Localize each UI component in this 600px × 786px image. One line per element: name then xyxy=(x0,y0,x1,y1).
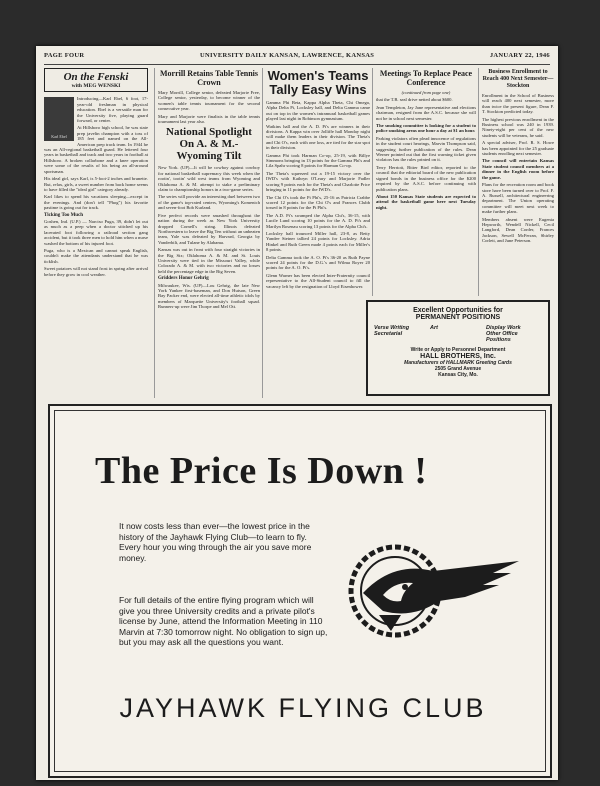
paragraph: At Hillsboro high school, he was state prep javelin champion with a toss of 185 feet and named on the All-American prep track team. In 1944 he was an All-regional basketball guard. He lettered four years in basketball and track and two years in football at Hillsboro. A broken collarbone and a knee operation were some of the results of his being an all-around sportsman. xyxy=(44,125,148,174)
paragraph: The A.D. Pi's swamped the Alpha Chi's, 36-15, with Lucile Lund scoring 10 points for the A. D. Pi's and Marilyn Rosenau scoring 13 points for the Alpha Chi's. xyxy=(266,212,370,229)
job-item: Verse Writing xyxy=(374,325,410,331)
paragraph: Watkins hall and the A. D. Pi's are winners in their divisions. A Kappa win over Jolliffe hall Monday night will make them leaders in their division. The Theta's and Chi O's, each with one loss, are tied for the star spot in their division. xyxy=(266,123,370,151)
paragraph: The smoking committee is looking for a student to police smoking areas one hour a day at $1 an hour. xyxy=(376,123,476,134)
paragraph: Puga, who is a Mexican and cannot speak English, couldn't make the attendants understand that he was ticklish. xyxy=(44,247,148,264)
column-5 xyxy=(478,68,554,296)
paragraph: His ideal girl, says Karl, is 5-foot-2 inches and brunette. But, relax, girls, a sweet number from back home seems to have filled the "ideal girl" category already. xyxy=(44,176,148,192)
job-item: Other Office Positions xyxy=(486,331,518,343)
ad-city: Kansas City, Mo. xyxy=(438,372,478,378)
job-item xyxy=(430,331,486,343)
paragraph: Jean Templeton, Jay Jane representative and elections chairman, resigned from the A.S.C. because she will not be in school next semester. xyxy=(376,104,476,121)
headline: Business Enrollment to Reach 400 Next Semester—Stockton xyxy=(482,69,554,89)
paragraph: Kansas was out in front with four straight victories in the Big Six; Oklahoma A. & M. and St. Louis University were tied in the Missouri Valley, while Colorado A. & M. with two victories and no losses held the percentage edge in the Big Seven. xyxy=(158,247,260,274)
ad-company: HALL BROTHERS, Inc. xyxy=(420,353,496,360)
paragraph: Milwaukee, Wis. (UP)—Lou Gehrig, the late New York Yankee first-baseman, and Don Hutson, Green Bay Packer end, were elected all-time athletic idols by members of Marquette University's football squad. Runners-up were Jim Thorpe and Mel Ott. xyxy=(158,282,260,310)
ad-headline: Excellent Opportunities for xyxy=(413,307,503,314)
column-header-box xyxy=(44,68,148,92)
headline: Meetings To Replace Peace Conference xyxy=(379,69,473,87)
issue-date: JANUARY 22, 1946 xyxy=(489,52,550,59)
ad-instruction: Write or Apply to Personnel Department xyxy=(410,347,506,353)
subheading: Gridders Honor Gehrig xyxy=(158,276,209,282)
paragraph: Gamma Phi took Harman Co-op, 25-19, with Billye Simmons bringing in 13 points for the Gamma Phi's and Lila Spahr scoring 8 points for Harman Co-op. xyxy=(266,152,370,169)
paragraph: Enrollment in the School of Business will reach 400 next semester, more than twice the present figure, Dean F. T. Stockton predicted today. xyxy=(482,93,554,115)
paragraph: New York. (UP)—It will be cowboy against cowboy for national basketball supremacy this week when the rootin', tootin' wild west teams from Wyoming and Oklahoma A. & M. attempt to stake a preliminary claim to championship honors in a two-game series. xyxy=(158,165,260,193)
job-list xyxy=(374,325,542,343)
paragraph: that the T.B. seal drive netted about $600. xyxy=(376,97,453,103)
paragraph: Goshen, Ind. (U.P.) — Narciso Puga, 39, didn't let out as much as a peep when a doctor stitched up his lacerated foot following a railroad section gang accident, but it took three men to hold him when a nurse washed the bottom of his injured foot. xyxy=(44,218,148,246)
column-byline: with MEG WENSKI xyxy=(71,83,121,89)
paragraph: Delta Gamma took the A. O. Pi's 36-20 as Ruth Payne scored 24 points for the D.G.'s and Wilma Royer 20 points for the A. O. Pi's. xyxy=(266,254,370,271)
subheading: Ticking Too Much xyxy=(44,212,84,218)
headline: Morrill Retains Table Tennis Crown xyxy=(159,69,259,87)
job-item: Display Work xyxy=(486,325,521,331)
column-1 xyxy=(44,68,148,398)
paragraph: Glenn Warner has been elected Inter-Fraternity council representative to the All-Student council to fill the vacancy left by the resignation of Lloyd Eisenhower. xyxy=(266,272,370,289)
headline: National Spotlight On A. & M.-Wyoming Tilt xyxy=(166,126,252,163)
paragraph: Sweet potatoes will not stand frost in spring after arrival before they grow in cool weather. xyxy=(44,266,148,277)
ad-frame xyxy=(54,410,546,772)
paragraph: Five perfect records were smashed throughout the nation during the week as New York University dropped Cornell's string. Illinois defeated Northwestern to leave the Big Ten without an unbeaten team, Yale was defeated by Harvard, Georgia by Vanderbilt, and Tulane by Alabama. xyxy=(158,212,260,245)
page-number: PAGE FOUR xyxy=(44,52,85,59)
paragraph: Terry Herriott, Bitter Bird editor, reported to the council that the editorial board of the new publication signed bonds in the business office for the $200 required by the A.S.C. before continuing with publication plans. xyxy=(376,164,476,192)
column-3 xyxy=(262,68,370,398)
paragraph: Parking violators often plead innocence of regulations in the student court hearings, Marvin Thompson said, suggesting further publication of the rules. Dean Werner pointed out that the first warning ticket given violators has the rules printed on it. xyxy=(376,135,476,163)
paragraph: A special adviser, Prof. R. S. Howe has been appointed for the 25 graduate students enrolling next semester. xyxy=(482,140,554,157)
paragraph: The series will provide an interesting duel between two of the game's top-rated centers, Wyoming's Komenich and seven-foot Bob Kurland. xyxy=(158,194,260,211)
photo-caption: Karl Ebel xyxy=(51,134,67,139)
paragraph: The Theta's squeezed out a 19-15 victory over the IWD's with Kathryn O'Leary and Marjorie Fadler scoring 9 points each for the Theta's and Charlotte Price bringing in 11 points for the IWD's. xyxy=(266,170,370,193)
portrait-photo xyxy=(44,97,74,141)
paragraph: Plans for the recreation room and book store have been turned over to Prof. F. A. Russell, architectural engineering department. The Union operating committee will meet next week to make further plans. xyxy=(482,182,554,215)
ad-paragraph: For full details of the entire flying program which will give you three University credits and a private pilot's license by June, attend the Information Meeting in 110 Marvin at 7:30 tomorrow night. No obligation to sign up, but you may ask all the questions you want. xyxy=(119,595,328,647)
paragraph: Members absent were Eugenia Hepworth, Wendell Nickell, Cecil Langford, Dean Corder, Frances Jackson, Sewell McFerran, Shirley Corlett, and June Peterson. xyxy=(482,216,554,244)
column-title: On the Fenski xyxy=(63,71,129,83)
paragraph: Karl likes to spend his vacations sleeping—except in the evenings. And (don't tell "Phog") his favorite pastime is going out for track. xyxy=(44,194,148,211)
newspaper-page xyxy=(36,46,558,780)
paragraph: About 150 Kansas State students are expected to attend the basketball game here next Tuesday night. xyxy=(376,193,476,210)
paragraph: Locksley hall trounced Miller hall, 23-8, as Betty Yandee Steiner tallied 24 points for Locksley. Adria Hinkel and Ruth Green made 4 points each for Miller's 8 points. xyxy=(266,230,370,253)
job-item: Secretarial xyxy=(374,331,403,337)
ad-tagline: Manufacturers of HALLMARK Greeting Cards xyxy=(404,360,512,366)
paragraph: Mary and Marjorie were finalists in the table tennis tournament last year also. xyxy=(158,113,260,125)
paragraph: The council will entertain Kansas State student council members at a dinner in the English room before the game. xyxy=(482,158,554,180)
paragraph: Mary Morrill, College senior, defeated Marjorie Free, College senior, yesterday, to become winner of the women's table tennis tournament for the second consecutive year. xyxy=(158,90,260,112)
ad-address: 2505 Grand Avenue xyxy=(434,366,482,372)
club-name: JAYHAWK FLYING CLUB xyxy=(119,693,487,723)
paragraph: Introducing—Karl Ebel, 6 foot, 17-year-old freshman in physical education. Ebel is a versatile man for the University five, playing guard forward, or center. xyxy=(77,96,148,124)
continued-note: (continued from page one) xyxy=(401,90,451,95)
ad-paragraph: It now costs less than ever—the lowest price in the history of the Jayhawk Flying Club—to learn to fly. Every hour you wing through the air you save more money. xyxy=(119,521,312,563)
hallmark-job-ad xyxy=(366,300,550,396)
paragraph: The highest previous enrollment in the Business school was 240 in 1939. Ninety-eight per cent of the new students will be veterans, he said. xyxy=(482,116,554,138)
paragraph: Gamma Phi Beta, Kappa Alpha Theta, Chi Omega, Alpha Delta Pi, Locksley hall, and Delta Gamma came out on top in the women's intramural basketball games played last night in Robinson gymnasium. xyxy=(266,100,370,122)
column-4 xyxy=(372,68,476,296)
flying-club-ad xyxy=(48,404,552,778)
ad-headline-2: PERMANENT POSITIONS xyxy=(415,314,501,321)
paragraph: The Chi O's took the Pi Phi's, 25-16 as Patricia Crabbe scored 12 points for the Chi O's and Frances Clubb tossed in 8 points for the Pi Phi's. xyxy=(266,194,370,211)
column-2 xyxy=(154,68,260,398)
paper-name: UNIVERSITY DAILY KANSAN, LAWRENCE, KANSAS xyxy=(200,52,375,59)
ad-title: The Price Is Down ! xyxy=(95,450,428,492)
job-item: Art xyxy=(430,325,438,331)
headline: Women's Teams Tally Easy Wins xyxy=(267,68,369,97)
masthead xyxy=(44,52,550,65)
jayhawk-wings-logo-icon xyxy=(343,531,523,649)
